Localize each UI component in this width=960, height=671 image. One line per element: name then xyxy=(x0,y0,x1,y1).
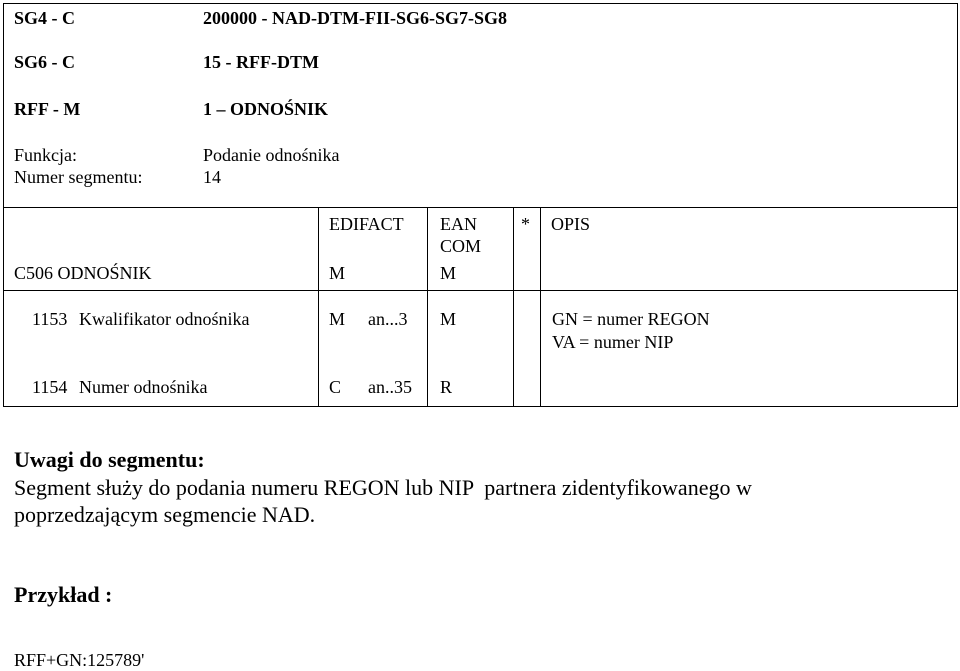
element-1153-format: an...3 xyxy=(368,309,408,329)
numer-segmentu-value: 14 xyxy=(203,167,221,187)
composite-ean-status: M xyxy=(440,263,457,283)
col-divider-ean xyxy=(427,207,428,407)
segment-header-box xyxy=(3,3,958,208)
col-header-star: * xyxy=(521,214,530,234)
rff-value: 1 – ODNOŚNIK xyxy=(203,99,329,119)
element-1154-format: an..35 xyxy=(368,377,412,397)
element-1154-ean: R xyxy=(440,377,453,397)
funkcja-label: Funkcja: xyxy=(14,145,77,165)
numer-segmentu-label: Numer segmentu: xyxy=(14,167,143,187)
element-1154-status: C xyxy=(329,377,342,397)
col-divider-edifact xyxy=(318,207,319,407)
element-1153-code: 1153 xyxy=(32,309,68,329)
element-1153-opis-gn: GN = numer REGON xyxy=(552,309,710,329)
col-header-opis: OPIS xyxy=(551,214,591,234)
element-1154-code: 1154 xyxy=(32,377,68,397)
element-1153-status: M xyxy=(329,309,346,329)
funkcja-value: Podanie odnośnika xyxy=(203,145,340,165)
col-divider-star xyxy=(513,207,514,407)
notes-title: Uwagi do segmentu: xyxy=(14,447,205,472)
element-1154-name: Numer odnośnika xyxy=(79,377,208,397)
element-1153-ean: M xyxy=(440,309,457,329)
sg6-label: SG6 - C xyxy=(14,52,76,72)
element-1153-opis-va: VA = numer NIP xyxy=(552,332,674,352)
col-header-ean: EAN xyxy=(440,214,477,234)
rff-label: RFF - M xyxy=(14,99,81,119)
composite-name: C506 ODNOŚNIK xyxy=(14,263,152,283)
composite-edifact-status: M xyxy=(329,263,346,283)
col-header-edifact: EDIFACT xyxy=(329,214,404,234)
sg4-value: 200000 - NAD-DTM-FII-SG6-SG7-SG8 xyxy=(203,8,507,28)
example-code: RFF+GN:125789' xyxy=(14,650,145,670)
notes-line-1: Segment służy do podania numeru REGON lub NIP partnera zidentyfikowanego w xyxy=(14,475,752,500)
sg6-value: 15 - RFF-DTM xyxy=(203,52,319,72)
notes-line-2: poprzedzającym segmencie NAD. xyxy=(14,502,316,527)
example-title: Przykład : xyxy=(14,582,113,607)
sg4-label: SG4 - C xyxy=(14,8,76,28)
composite-row-divider xyxy=(3,290,958,291)
element-1153-name: Kwalifikator odnośnika xyxy=(79,309,250,329)
col-header-com: COM xyxy=(440,236,482,256)
col-divider-opis xyxy=(540,207,541,407)
